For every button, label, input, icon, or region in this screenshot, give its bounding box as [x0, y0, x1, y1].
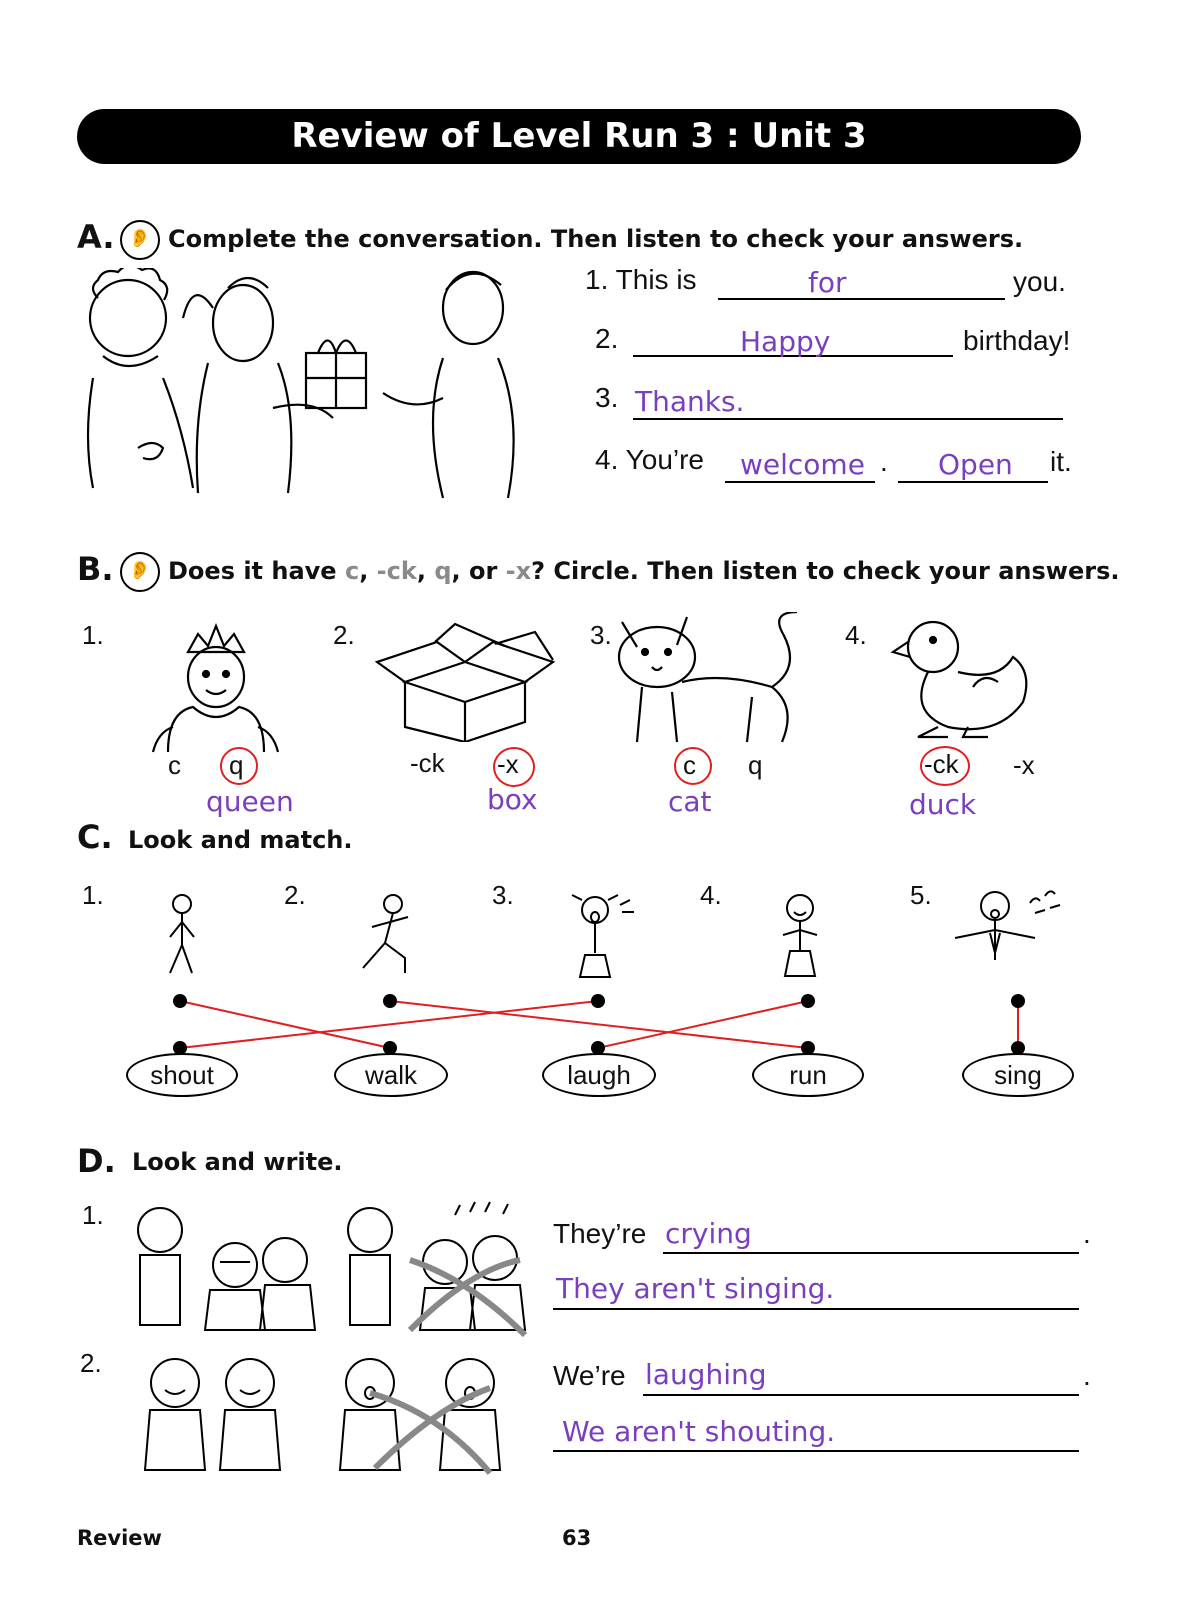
- match-line: [180, 1001, 598, 1048]
- d-num-1: 1.: [82, 1200, 104, 1230]
- a-answer-1: for: [808, 266, 847, 299]
- c-num-2: 2.: [284, 880, 306, 910]
- d-2-answer-line[interactable]: [643, 1394, 1079, 1396]
- c-num-5: 5.: [910, 880, 932, 910]
- a-item-1-after: you.: [1013, 266, 1066, 297]
- d-1-prefix: They’re: [553, 1218, 647, 1249]
- a-answer-2: Happy: [740, 325, 831, 358]
- b-2-option-1[interactable]: -ck: [410, 748, 445, 778]
- d-1-negative-line[interactable]: [553, 1308, 1079, 1310]
- b-4-answer: duck: [909, 788, 977, 821]
- match-line: [180, 1001, 390, 1048]
- match-dot: [173, 994, 187, 1008]
- footer-label: Review: [77, 1526, 162, 1550]
- d-2-answer: laughing: [645, 1358, 767, 1391]
- b-3-answer: cat: [668, 785, 712, 818]
- b-1-option-2[interactable]: q: [229, 750, 244, 780]
- d-1-answer: crying: [665, 1217, 752, 1250]
- d-1-end: .: [1083, 1218, 1091, 1249]
- b-item-3-num: 3.: [590, 620, 612, 650]
- a-item-2-num: 2.: [595, 323, 619, 354]
- crying-kids-illustration: [125, 1200, 535, 1340]
- b-1-option-1[interactable]: c: [168, 750, 181, 780]
- page-title: Review of Level Run 3 : Unit 3: [77, 109, 1081, 164]
- word-shout[interactable]: shout: [126, 1053, 238, 1097]
- d-1-negative: They aren't singing.: [556, 1272, 835, 1305]
- b-4-option-1[interactable]: -ck: [924, 749, 959, 779]
- match-dot: [591, 994, 605, 1008]
- section-a-letter: A.: [77, 218, 115, 256]
- a-item-4-after: it.: [1050, 446, 1072, 477]
- listen-icon: 👂: [120, 552, 160, 592]
- word-sing[interactable]: sing: [962, 1053, 1074, 1097]
- section-c-letter: C.: [77, 818, 113, 856]
- section-a-instruction: Complete the conversation. Then listen to check your answers.: [168, 225, 1024, 253]
- b-2-option-2[interactable]: -x: [497, 749, 519, 779]
- listen-icon: 👂: [120, 220, 160, 260]
- laughing-kids-illustration: [135, 1348, 535, 1478]
- section-c-instruction: Look and match.: [128, 826, 353, 854]
- a-item-2-after: birthday!: [963, 325, 1071, 356]
- d-2-end: .: [1083, 1360, 1091, 1391]
- c-num-3: 3.: [492, 880, 514, 910]
- match-line: [390, 1001, 808, 1048]
- word-walk[interactable]: walk: [334, 1053, 448, 1097]
- a-answer-4a: welcome: [740, 448, 865, 481]
- word-laugh[interactable]: laugh: [542, 1053, 656, 1097]
- b-item-2-num: 2.: [333, 620, 355, 650]
- b-2-answer: box: [487, 783, 538, 816]
- section-b-instruction: Does it have c, -ck, q, or -x? Circle. Then listen to check your answers.: [168, 557, 1120, 585]
- section-d-instruction: Look and write.: [132, 1148, 343, 1176]
- d-2-negative-line[interactable]: [553, 1450, 1079, 1452]
- a-item-3-num: 3.: [595, 382, 619, 413]
- b-item-1-num: 1.: [82, 620, 104, 650]
- d-2-negative: We aren't shouting.: [562, 1415, 836, 1448]
- section-d-letter: D.: [77, 1142, 116, 1180]
- page-number: 63: [562, 1526, 592, 1550]
- b-1-answer: queen: [206, 785, 294, 818]
- a-item-1: 1. This is: [585, 264, 697, 295]
- b-4-option-2[interactable]: -x: [1013, 750, 1035, 780]
- match-line: [598, 1001, 808, 1048]
- word-run[interactable]: run: [752, 1053, 864, 1097]
- a-answer-4b: Open: [938, 448, 1013, 481]
- b-3-option-2[interactable]: q: [748, 750, 763, 780]
- a-item-4: 4. You’re: [595, 444, 705, 475]
- match-dot: [801, 994, 815, 1008]
- d-1-answer-line[interactable]: [663, 1252, 1079, 1254]
- d-num-2: 2.: [80, 1348, 102, 1378]
- b-item-4-num: 4.: [845, 620, 867, 650]
- match-dot: [1011, 994, 1025, 1008]
- section-b-letter: B.: [77, 550, 114, 588]
- c-num-1: 1.: [82, 880, 104, 910]
- a-answer-3: Thanks.: [635, 385, 745, 418]
- b-3-option-1[interactable]: c: [683, 750, 696, 780]
- a-item-4-mid: .: [880, 446, 888, 477]
- d-2-prefix: We’re: [553, 1360, 626, 1391]
- match-dot: [383, 994, 397, 1008]
- c-num-4: 4.: [700, 880, 722, 910]
